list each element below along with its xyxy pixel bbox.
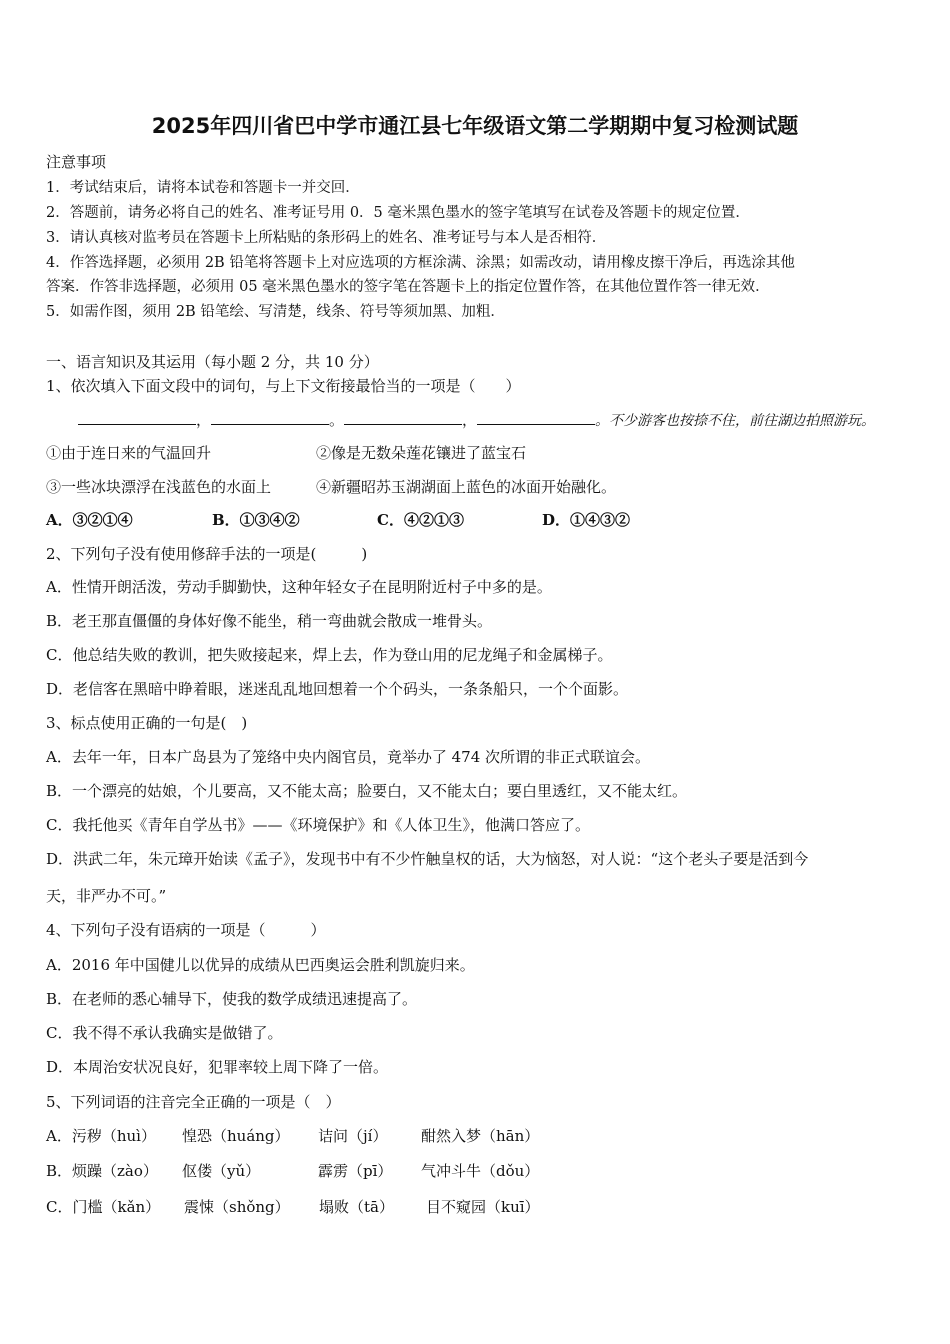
option-b-word: 气冲斗牛（dǒu） [421, 1162, 540, 1180]
punctuation: ， [196, 411, 212, 429]
notice-item: 3．请认真核对监考员在答题卡上所粘贴的条形码上的姓名、准考证号与本人是否相符． [46, 230, 607, 246]
option-a-word: 酣然入梦（hān） [421, 1127, 540, 1145]
option-c[interactable]: C．门槛（kǎn） [46, 1198, 161, 1216]
option-d[interactable]: D．洪武二年，朱元璋开始读《孟子》，发现书中有不少忤触皇权的话，大为恼怒，对人说：“这个老头子要是活到今 [46, 850, 809, 868]
fill-blank [211, 410, 329, 425]
option-a-word: 诘问（jí） [318, 1127, 388, 1145]
option-b[interactable]: B．一个漂亮的姑娘，个儿要高，又不能太高；脸要白，又不能太白；要白里透红，又不能太红。 [46, 782, 688, 800]
option-b[interactable]: B．①③④② [212, 511, 300, 529]
option-b-word: 伛偻（yǔ） [182, 1162, 261, 1180]
option-c-word: 塌败（tā） [319, 1198, 394, 1216]
option-a[interactable]: A．性情开朗活泼，劳动手脚勤快，这种年轻女子在昆明附近村子中多的是。 [46, 578, 552, 596]
notice-item: 5．如需作图，须用 2B 铅笔绘、写清楚，线条、符号等须加黑、加粗． [46, 304, 505, 320]
option-d-continued: 天，非严办不可。” [46, 887, 167, 905]
notice-item: 4．作答选择题，必须用 2B 铅笔将答题卡上对应选项的方框涂满、涂黑；如需改动，请用橡皮擦干净后，再选涂其他 [46, 255, 795, 271]
notice-item: 1．考试结束后，请将本试卷和答题卡一并交回． [46, 180, 360, 196]
option-a[interactable]: A．污秽（huì） [46, 1127, 156, 1145]
question-4-stem: 4、下列句子没有语病的一项是（ ） [46, 921, 326, 939]
option-c[interactable]: C．我托他买《青年自学丛书》——《环境保护》和《人体卫生》，他满口答应了。 [46, 816, 590, 834]
option-b[interactable]: B．在老师的悉心辅导下，使我的数学成绩迅速提高了。 [46, 990, 418, 1008]
question-1-stem: 1、依次填入下面文段中的词句，与上下文衔接最恰当的一项是（ ） [46, 377, 521, 395]
notice-item: 2．答题前，请务必将自己的姓名、准考证号用 0．5 毫米黑色墨水的签字笔填写在试卷及答题卡的规定位置． [46, 205, 750, 221]
option-c-word: 震悚（shǒng） [184, 1198, 290, 1216]
section-heading: 一、语言知识及其运用（每小题 2 分，共 10 分） [46, 353, 379, 371]
option-a[interactable]: A．③②①④ [46, 511, 133, 529]
option-b[interactable]: B．烦躁（zào） [46, 1162, 158, 1180]
option-d[interactable]: D．本周治安状况良好，犯罪率较上周下降了一倍。 [46, 1058, 389, 1076]
fill-blank [344, 410, 462, 425]
notice-heading: 注意事项 [46, 153, 107, 171]
clause-2: ②像是无数朵莲花镶进了蓝宝石 [316, 444, 527, 462]
page-title: 2025年四川省巴中学市通江县七年级语文第二学期期中复习检测试题 [151, 114, 799, 138]
fill-blank [477, 410, 595, 425]
option-b-word: 霹雳（pī） [318, 1162, 393, 1180]
option-a-word: 惶恐（huáng） [182, 1127, 290, 1145]
question-5-stem: 5、下列词语的注音完全正确的一项是（ ） [46, 1093, 341, 1111]
fill-blank [78, 410, 196, 425]
option-c-word: 目不窥园（kuī） [426, 1198, 540, 1216]
option-a[interactable]: A．去年一年，日本广岛县为了笼络中央内阁官员，竟举办了 474 次所谓的非正式联谊会。 [46, 748, 651, 766]
option-d[interactable]: D．老信客在黑暗中睁着眼，迷迷乱乱地回想着一个个码头，一条条船只，一个个面影。 [46, 680, 629, 698]
question-1-passage [78, 410, 875, 431]
question-2-stem: 2、下列句子没有使用修辞手法的一项是( ) [46, 545, 368, 563]
clause-4: ④新疆昭苏玉湖湖面上蓝色的冰面开始融化。 [316, 478, 617, 496]
option-b[interactable]: B．老王那直僵僵的身体好像不能坐，稍一弯曲就会散成一堆骨头。 [46, 612, 493, 630]
question-3-stem: 3、标点使用正确的一句是( ) [46, 714, 248, 732]
passage-tail: 。不少游客也按捺不住，前往湖边拍照游玩。 [595, 413, 876, 429]
option-d[interactable]: D．①④③② [542, 511, 631, 529]
clause-1: ①由于连日来的气温回升 [46, 444, 212, 462]
punctuation: ， [462, 411, 478, 429]
option-c[interactable]: C．他总结失败的教训，把失败接起来，焊上去，作为登山用的尼龙绳子和金属梯子。 [46, 646, 613, 664]
option-c[interactable]: C．我不得不承认我确实是做错了。 [46, 1024, 283, 1042]
option-c[interactable]: C．④②①③ [377, 511, 464, 529]
punctuation: 。 [329, 411, 345, 429]
notice-item: 答案．作答非选择题，必须用 05 毫米黑色墨水的签字笔在答题卡上的指定位置作答，在其他位置作答一律无效． [46, 279, 770, 295]
option-a[interactable]: A．2016 年中国健儿以优异的成绩从巴西奥运会胜利凯旋归来。 [46, 956, 475, 974]
clause-3: ③一些冰块漂浮在浅蓝色的水面上 [46, 478, 272, 496]
